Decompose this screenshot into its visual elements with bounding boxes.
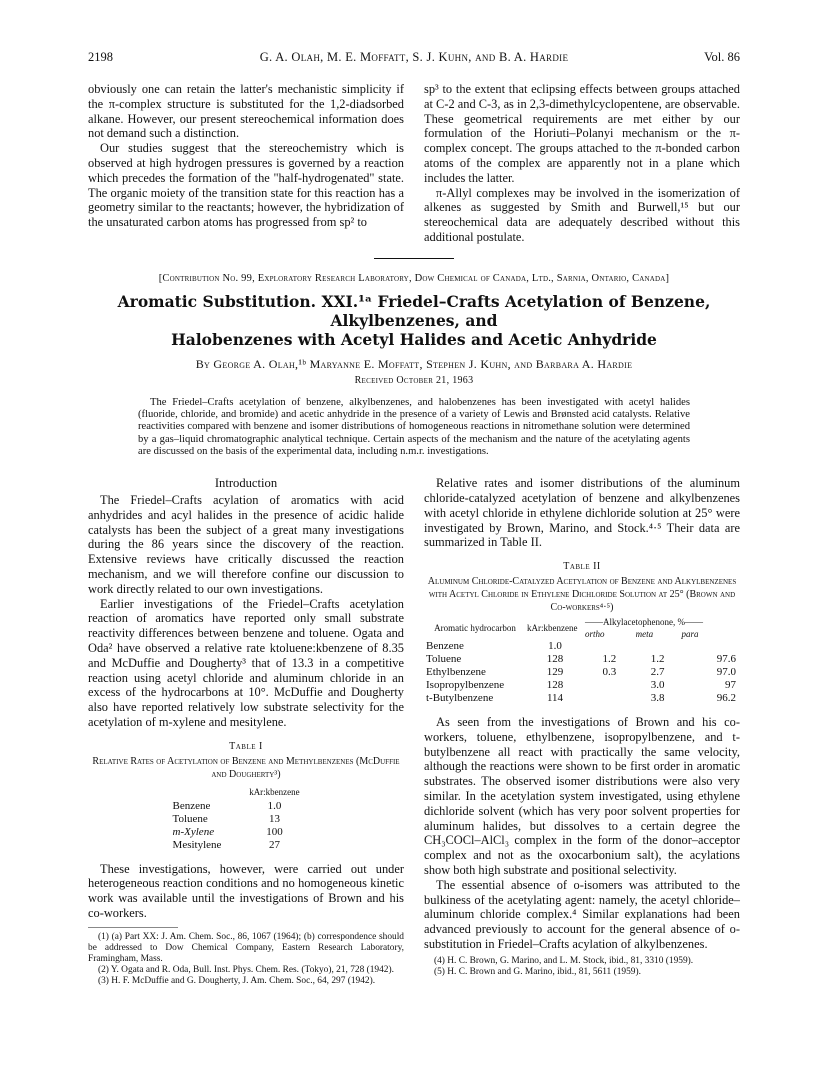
table-cell [584, 640, 635, 653]
section-divider [374, 258, 454, 259]
table-caption: Relative Rates of Acetylation of Benzene and Methylbenzenes (McDuffie and Dougherty³) [92, 755, 400, 780]
table-column-header: meta [635, 629, 654, 640]
table-row [169, 839, 324, 852]
footnotes [88, 932, 404, 987]
table-cell: 0.3 [602, 666, 617, 679]
table-label: Table I [229, 740, 263, 752]
table-cell [584, 692, 635, 705]
footnote: (1) (a) Part XX: J. Am. Chem. Soc., 86, 1067 (1964); (b) correspondence should be addressed to Dow Chemical Company, Eastern Research Laboratory, Framingham, Mass. [88, 931, 404, 964]
paragraph: Relative rates and isomer distributions of the aluminum chloride-catalyzed acetylation of benzene and alkylbenzenes with acetyl chloride in ethylene dichloride solution at 25° were investigated by Brown, Marino, and Stock.⁴·⁵ Their data are summarized in Table II. [424, 476, 740, 550]
table-2 [424, 616, 740, 705]
table-cell: 1.2 [602, 653, 617, 666]
table-cell: 1.0 [267, 799, 282, 812]
running-head-authors: G. A. Olah, M. E. Moffatt, S. J. Kuhn, and B. A. Hardie [259, 50, 569, 64]
table-cell: Ethylbenzene [426, 666, 486, 679]
table-cell: Mesitylene [172, 838, 222, 851]
table-row [169, 826, 324, 839]
paragraph: π-Allyl complexes may be involved in the isomerization of alkenes as suggested by Smith and Burwell,¹⁵ but our stereochemical data are adequately described without this additional postulate. [424, 185, 740, 244]
table-cell [681, 640, 740, 653]
table-label: Table II [563, 561, 601, 573]
table-column-header: ortho [585, 629, 605, 640]
abstract: The Friedel–Crafts acetylation of benzene, alkylbenzenes, and halobenzenes has been investigated with acetyl halides (fluoride, chloride, and bromide) and acetic anhydride in the presence of a variety of Lewis and Brønsted acid catalysts. Relative reactivities compared with benzene and isomer distributions of homogeneous reactions in nitromethane solution were determined by a gas–liquid chromatographic analytical technique. Certain aspects of the mechanism and the nature of the acetylating agents are discussed on the basis of the experimental data, including n.m.r. investigations. [138, 396, 690, 457]
table-cell [635, 640, 681, 653]
table-header-row [424, 616, 740, 628]
paragraph: The Friedel–Crafts acylation of aromatics with acid anhydrides and acyl halides in the presence of acidic halide catalysts has been the subject of a great many investigations during the 86 years since the discovery of the reaction. Extensive reviews have critically discussed the reaction mechanism, and we will therefore confine our discussion to work directly related to our own investigations. [88, 493, 404, 596]
article-title [88, 292, 740, 349]
previous-left-column [88, 82, 404, 245]
footnote-rule [88, 927, 178, 928]
footnote: (4) H. C. Brown, G. Marino, and L. M. Stock, ibid., 81, 3310 (1959). [434, 955, 694, 966]
table-row [424, 666, 740, 679]
table-cell: m-Xylene [172, 825, 215, 838]
table-row [424, 692, 740, 705]
footnote: (3) H. F. McDuffie and G. Dougherty, J. Am. Chem. Soc., 64, 297 (1942). [98, 975, 376, 986]
table-cell: 3.0 [650, 679, 665, 692]
paragraph: As seen from the investigations of Brown and his co-workers, toluene, ethylbenzene, isopropylbenzene, and t-butylbenzene all react with practically the same velocity, although the reactions were shown to be first order in aromatic substrates. The observed isomer distributions were also very similar. In the acetylation system investigated, using ethylene dichloride solvent (which has very poor solvent properties for aluminum halides, but dissolves to a certain degree the CH₃COCl–AlCl₃ complex in the form of the donor–acceptor complex and not as the oxocarbonium salt), the acylations show both high substrate and positional selectivity. [424, 715, 740, 877]
section-heading: Introduction [214, 476, 278, 491]
paragraph: sp³ to the extent that eclipsing effects between groups attached at C-2 and C-3, as in 2,3-dimethylcyclopentene, are observable. These geometrical requirements are met either by our formulation of the Horiuti–Polanyi mechanism or the π-complex concept. The groups attached to the π-bonded carbon atoms of the complex are apparently not in a plane which includes the latter. [424, 82, 740, 185]
footnote: (5) H. C. Brown and G. Marino, ibid., 81, 5611 (1959). [434, 966, 641, 977]
table-cell: 97 [725, 679, 736, 692]
table-column-header: Aromatic hydrocarbon [434, 623, 516, 634]
table-1 [169, 785, 324, 852]
table-row [169, 800, 324, 813]
table-row [424, 653, 740, 666]
page-number: 2198 [88, 50, 113, 64]
table-cell: 1.2 [650, 653, 665, 666]
table-row [169, 813, 324, 826]
paragraph: These investigations, however, were carried out under heterogeneous reaction conditions and no homogeneous kinetic work was available until the investigations of Brown and his co-workers. [88, 861, 404, 920]
table-column-group: ——Alkylacetophenone, %—— [585, 617, 703, 628]
right-column [424, 476, 740, 987]
article-body [88, 476, 740, 987]
paragraph: Earlier investigations of the Friedel–Crafts acetylation reaction of aromatics have reported only small substrate reactivity differences between benzene and toluene. Ogata and Oda² have observed a relative rate ktoluene:kbenzene of 8.35 and McDuffie and Dougherty³ that of 13.3 in a competitive reaction using acetyl chloride and aluminum chloride in an excess of the hydrocarbons at 10°. McDuffie and Dougherty also have reported relatively low substrate selectivity for the acetylation of m-xylene and mesitylene. [88, 596, 404, 729]
table-cell: 2.7 [650, 666, 665, 679]
table-cell: 129 [546, 666, 564, 679]
table-caption: Aluminum Chloride-Catalyzed Acetylation of Benzene and Alkylbenzenes with Acetyl Chloride in Ethylene Dichloride Solution at 25° (Brown and Co-workers⁴·⁵) [427, 576, 737, 614]
table-column-header: kAr:kbenzene [527, 623, 578, 634]
table-cell: t-Butylbenzene [426, 692, 494, 705]
table-cell: Isopropylbenzene [426, 679, 505, 692]
paragraph: The essential absence of o-isomers was attributed to the bulkiness of the acetylating agent: namely, the acetyl chloride–aluminum chloride complex.⁴ Similar explanations had been advanced previously to account for the general absence of o-substitution in Friedel–Crafts acylation of alkylbenzenes. [424, 877, 740, 951]
page [88, 50, 740, 987]
table-cell: Benzene [172, 799, 211, 812]
volume-label: Vol. 86 [704, 50, 740, 64]
table-row [424, 640, 740, 653]
table-row [424, 679, 740, 692]
table-column-header: kAr:kbenzene [249, 786, 300, 797]
table-header-row [169, 785, 324, 800]
table-cell: 100 [266, 825, 283, 838]
table-cell: 27 [268, 838, 280, 851]
paragraph: obviously one can retain the latter's mechanistic simplicity if the π-complex structure is substituted for the 1,2-diadsorbed alkane. However, our present stereochemical information does not demand such a distinction. [88, 82, 404, 141]
contribution-line: [Contribution No. 99, Exploratory Research Laboratory, Dow Chemical of Canada, Ltd., Sarnia, Ontario, Canada] [158, 272, 670, 284]
table-cell: Toluene [426, 653, 462, 666]
table-cell: 13 [268, 812, 280, 825]
title-line: Halobenzenes with Acetyl Halides and Acetic Anhydride [171, 329, 657, 349]
title-line: Aromatic Substitution. XXI.¹ᵃ Friedel–Crafts Acetylation of Benzene, Alkylbenzenes, and [117, 291, 711, 330]
table-cell: 1.0 [548, 640, 562, 653]
footnotes [424, 956, 740, 978]
table-cell: 128 [546, 653, 564, 666]
table-cell: 97.0 [716, 666, 736, 679]
table-cell: 128 [546, 679, 564, 692]
footnote: (2) Y. Ogata and R. Oda, Bull. Inst. Phys. Chem. Res. (Tokyo), 21, 728 (1942). [98, 964, 394, 975]
paragraph: Our studies suggest that the stereochemistry which is observed at high hydrogen pressures is governed by a reaction which precedes the formation of the "half-hydrogenated" state. The organic moiety of the transition state for this reaction has a geometry similar to the reactants; however, the hybridization of the unsaturated carbon atoms has progressed from sp² to [88, 141, 404, 230]
table-cell: 3.8 [650, 692, 665, 705]
byline: By George A. Olah,¹ᵇ Maryanne E. Moffatt, Stephen J. Kuhn, and Barbara A. Hardie [195, 356, 633, 371]
table-cell: 97.6 [716, 653, 736, 666]
running-head [88, 50, 740, 68]
table-cell: 114 [546, 692, 564, 705]
previous-right-column [424, 82, 740, 245]
received-date: Received October 21, 1963 [354, 374, 474, 386]
left-column [88, 476, 404, 987]
table-cell: Toluene [172, 812, 208, 825]
table-cell [584, 679, 635, 692]
table-cell: Benzene [426, 640, 464, 653]
table-cell: 96.2 [716, 692, 736, 705]
previous-article-text [88, 82, 740, 245]
table-column-header: para [681, 629, 699, 640]
